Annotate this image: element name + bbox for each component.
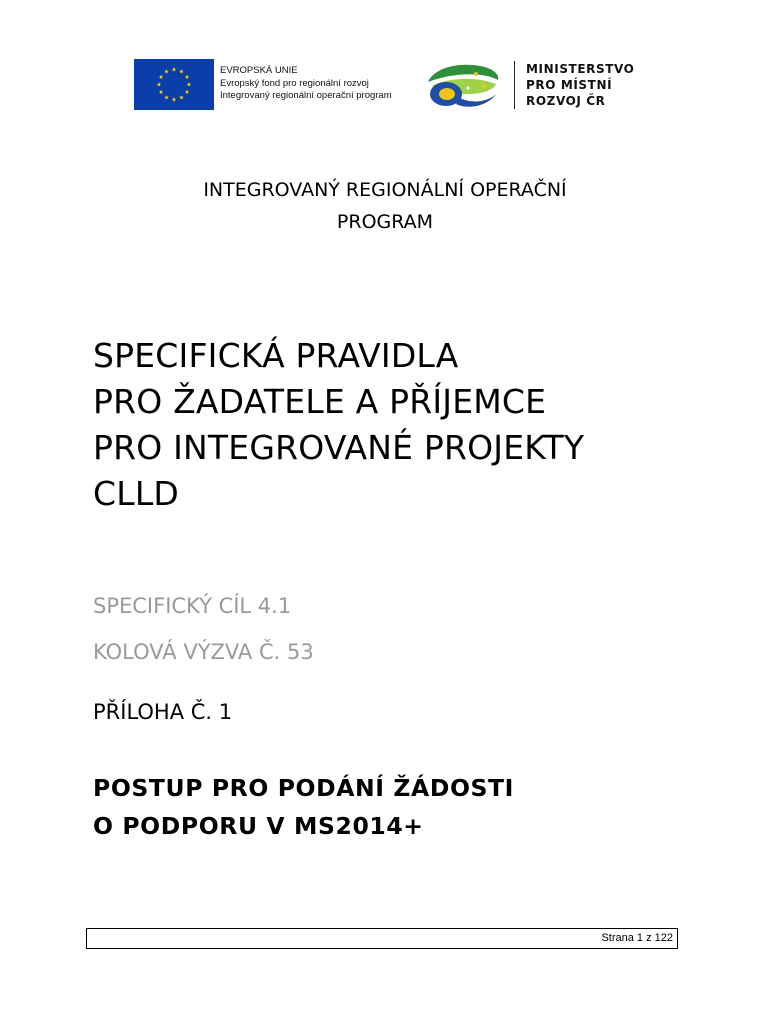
ministry-emblem-icon (424, 60, 502, 110)
program-name (0, 174, 770, 238)
eu-logo-line-3: Integrovaný regionální operační program (220, 90, 392, 101)
eu-logo (134, 59, 392, 110)
eu-logo-line-2: Evropský fond pro regionální rozvoj (220, 77, 369, 89)
program-line-1: INTEGROVANÝ REGIONÁLNÍ OPERAČNÍ (203, 179, 567, 201)
page-footer (86, 928, 678, 949)
document-title (93, 333, 584, 517)
annex-number: PŘÍLOHA Č. 1 (93, 700, 233, 724)
specific-goal: SPECIFICKÝ CÍL 4.1 (93, 594, 292, 618)
title-line-1: SPECIFICKÁ PRAVIDLA (93, 336, 459, 375)
procedure-line-1: POSTUP PRO PODÁNÍ ŽÁDOSTI (93, 774, 515, 802)
ministry-line-3: ROZVOJ ČR (526, 94, 606, 108)
title-line-3: PRO INTEGROVANÉ PROJEKTY (93, 428, 585, 467)
program-line-2: PROGRAM (336, 211, 434, 233)
eu-logo-line-1: EVROPSKÁ UNIE (220, 65, 298, 76)
ministry-line-2: PRO MÍSTNÍ (526, 78, 613, 92)
ministry-logo-text (526, 61, 635, 109)
ministry-line-1: MINISTERSTVO (526, 62, 635, 76)
procedure-line-2: O PODPORU V MS2014+ (93, 812, 424, 840)
procedure-heading (93, 769, 514, 845)
eu-flag-icon (134, 59, 214, 110)
eu-logo-text (220, 65, 392, 103)
ministry-logo-divider (514, 61, 515, 109)
title-line-4: CLLD (93, 474, 180, 513)
call-number: KOLOVÁ VÝZVA Č. 53 (93, 640, 314, 664)
ministry-logo (424, 60, 635, 110)
title-line-2: PRO ŽADATELE A PŘÍJEMCE (93, 382, 547, 421)
page-number: Strana 1 z 122 (601, 932, 673, 944)
